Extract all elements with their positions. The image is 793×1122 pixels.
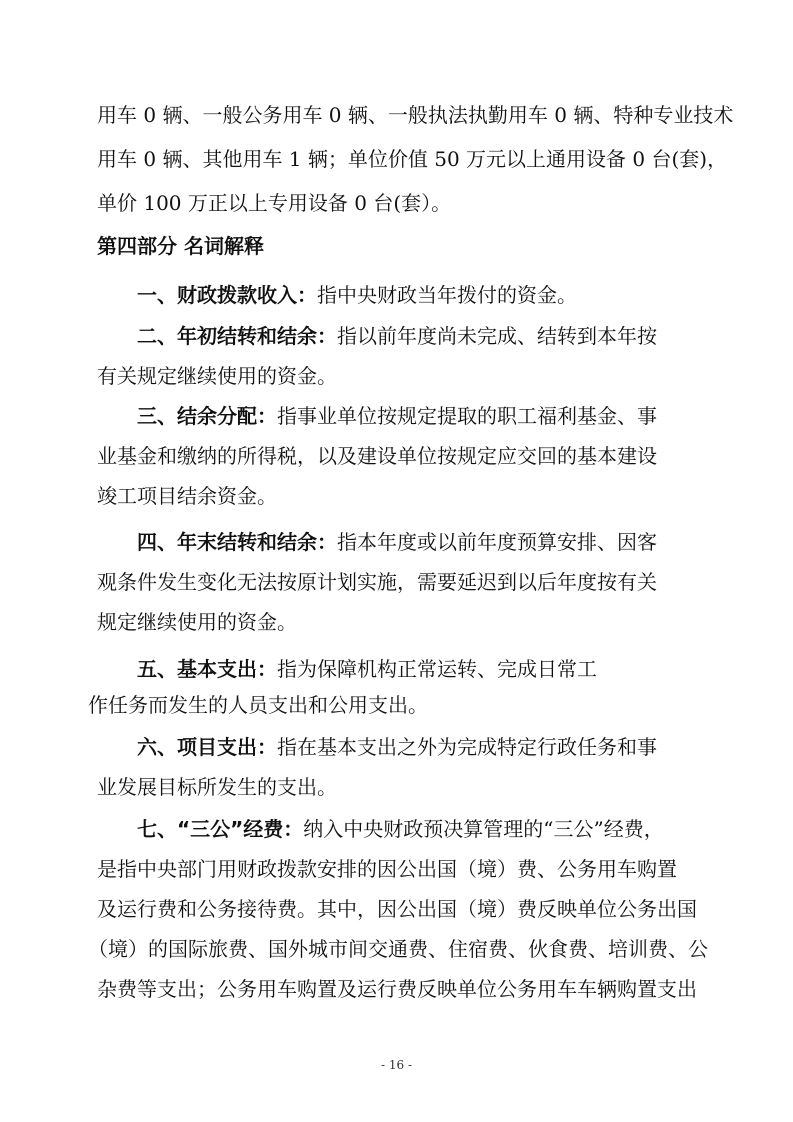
- definition-text: 是指中央部门用财政拨款安排的因公出国（境）费、公务用车购置: [97, 857, 677, 881]
- definition-item: [137, 281, 577, 309]
- definition-text: 指为保障机构正常运转、完成日常工: [277, 657, 597, 681]
- definition-term: 六、项目支出：: [137, 735, 277, 759]
- intro-line: 用车 0 辆、一般公务用车 0 辆、一般执法执勤用车 0 辆、特种专业技术: [97, 103, 734, 127]
- intro-line: 用车 0 辆、其他用车 1 辆；单位价值 50 万元以上通用设备 0 台(套)，: [97, 147, 728, 171]
- definition-item: [137, 815, 664, 843]
- section-title: 第四部分 名词解释: [97, 234, 264, 258]
- definition-text: 指中央财政当年拨付的资金。: [317, 283, 577, 307]
- intro-line: 单价 100 万正以上专用设备 0 台(套）。: [97, 191, 452, 215]
- definition-item: [137, 528, 657, 556]
- definition-term: 三、结余分配：: [137, 404, 277, 428]
- definition-text: 纳入中央财政预决算管理的“三公”经费，: [303, 817, 664, 841]
- definition-text: 杂费等支出；公务用车购置及运行费反映单位公务用车车辆购置支出: [97, 977, 697, 1001]
- definition-text: 业基金和缴纳的所得税，以及建设单位按规定应交回的基本建设: [97, 444, 657, 468]
- definition-item: [137, 322, 657, 350]
- definition-term: 五、基本支出：: [137, 657, 277, 681]
- definition-text: 竣工项目结余资金。: [97, 484, 277, 508]
- definition-text: 规定继续使用的资金。: [97, 610, 297, 634]
- definition-term: 一、财政拨款收入：: [137, 283, 317, 307]
- definition-item: [137, 733, 657, 761]
- definition-text: 指在基本支出之外为完成特定行政任务和事: [277, 735, 657, 759]
- page-number: - 16 -: [380, 1058, 412, 1072]
- definition-item: [137, 655, 597, 683]
- definition-text: 有关规定继续使用的资金。: [97, 364, 337, 388]
- definition-term: 四、年末结转和结余：: [137, 530, 337, 554]
- definition-text: 指事业单位按规定提取的职工福利基金、事: [277, 404, 657, 428]
- definition-item: [137, 402, 657, 430]
- definition-text: 指以前年度尚未完成、结转到本年按: [337, 324, 657, 348]
- definition-text: 观条件发生变化无法按原计划实施，需要延迟到以后年度按有关: [97, 570, 657, 594]
- definition-term: 七、“三公”经费：: [137, 817, 304, 841]
- definition-text: 作任务而发生的人员支出和公用支出。: [88, 693, 428, 717]
- definition-text: 业发展目标所发生的支出。: [97, 775, 337, 799]
- definition-text: 指本年度或以前年度预算安排、因客: [337, 530, 657, 554]
- definition-text: 及运行费和公务接待费。其中，因公出国（境）费反映单位公务出国: [97, 897, 697, 921]
- definition-text: （境）的国际旅费、国外城市间交通费、住宿费、伙食费、培训费、公: [88, 937, 708, 961]
- definition-term: 二、年初结转和结余：: [137, 324, 337, 348]
